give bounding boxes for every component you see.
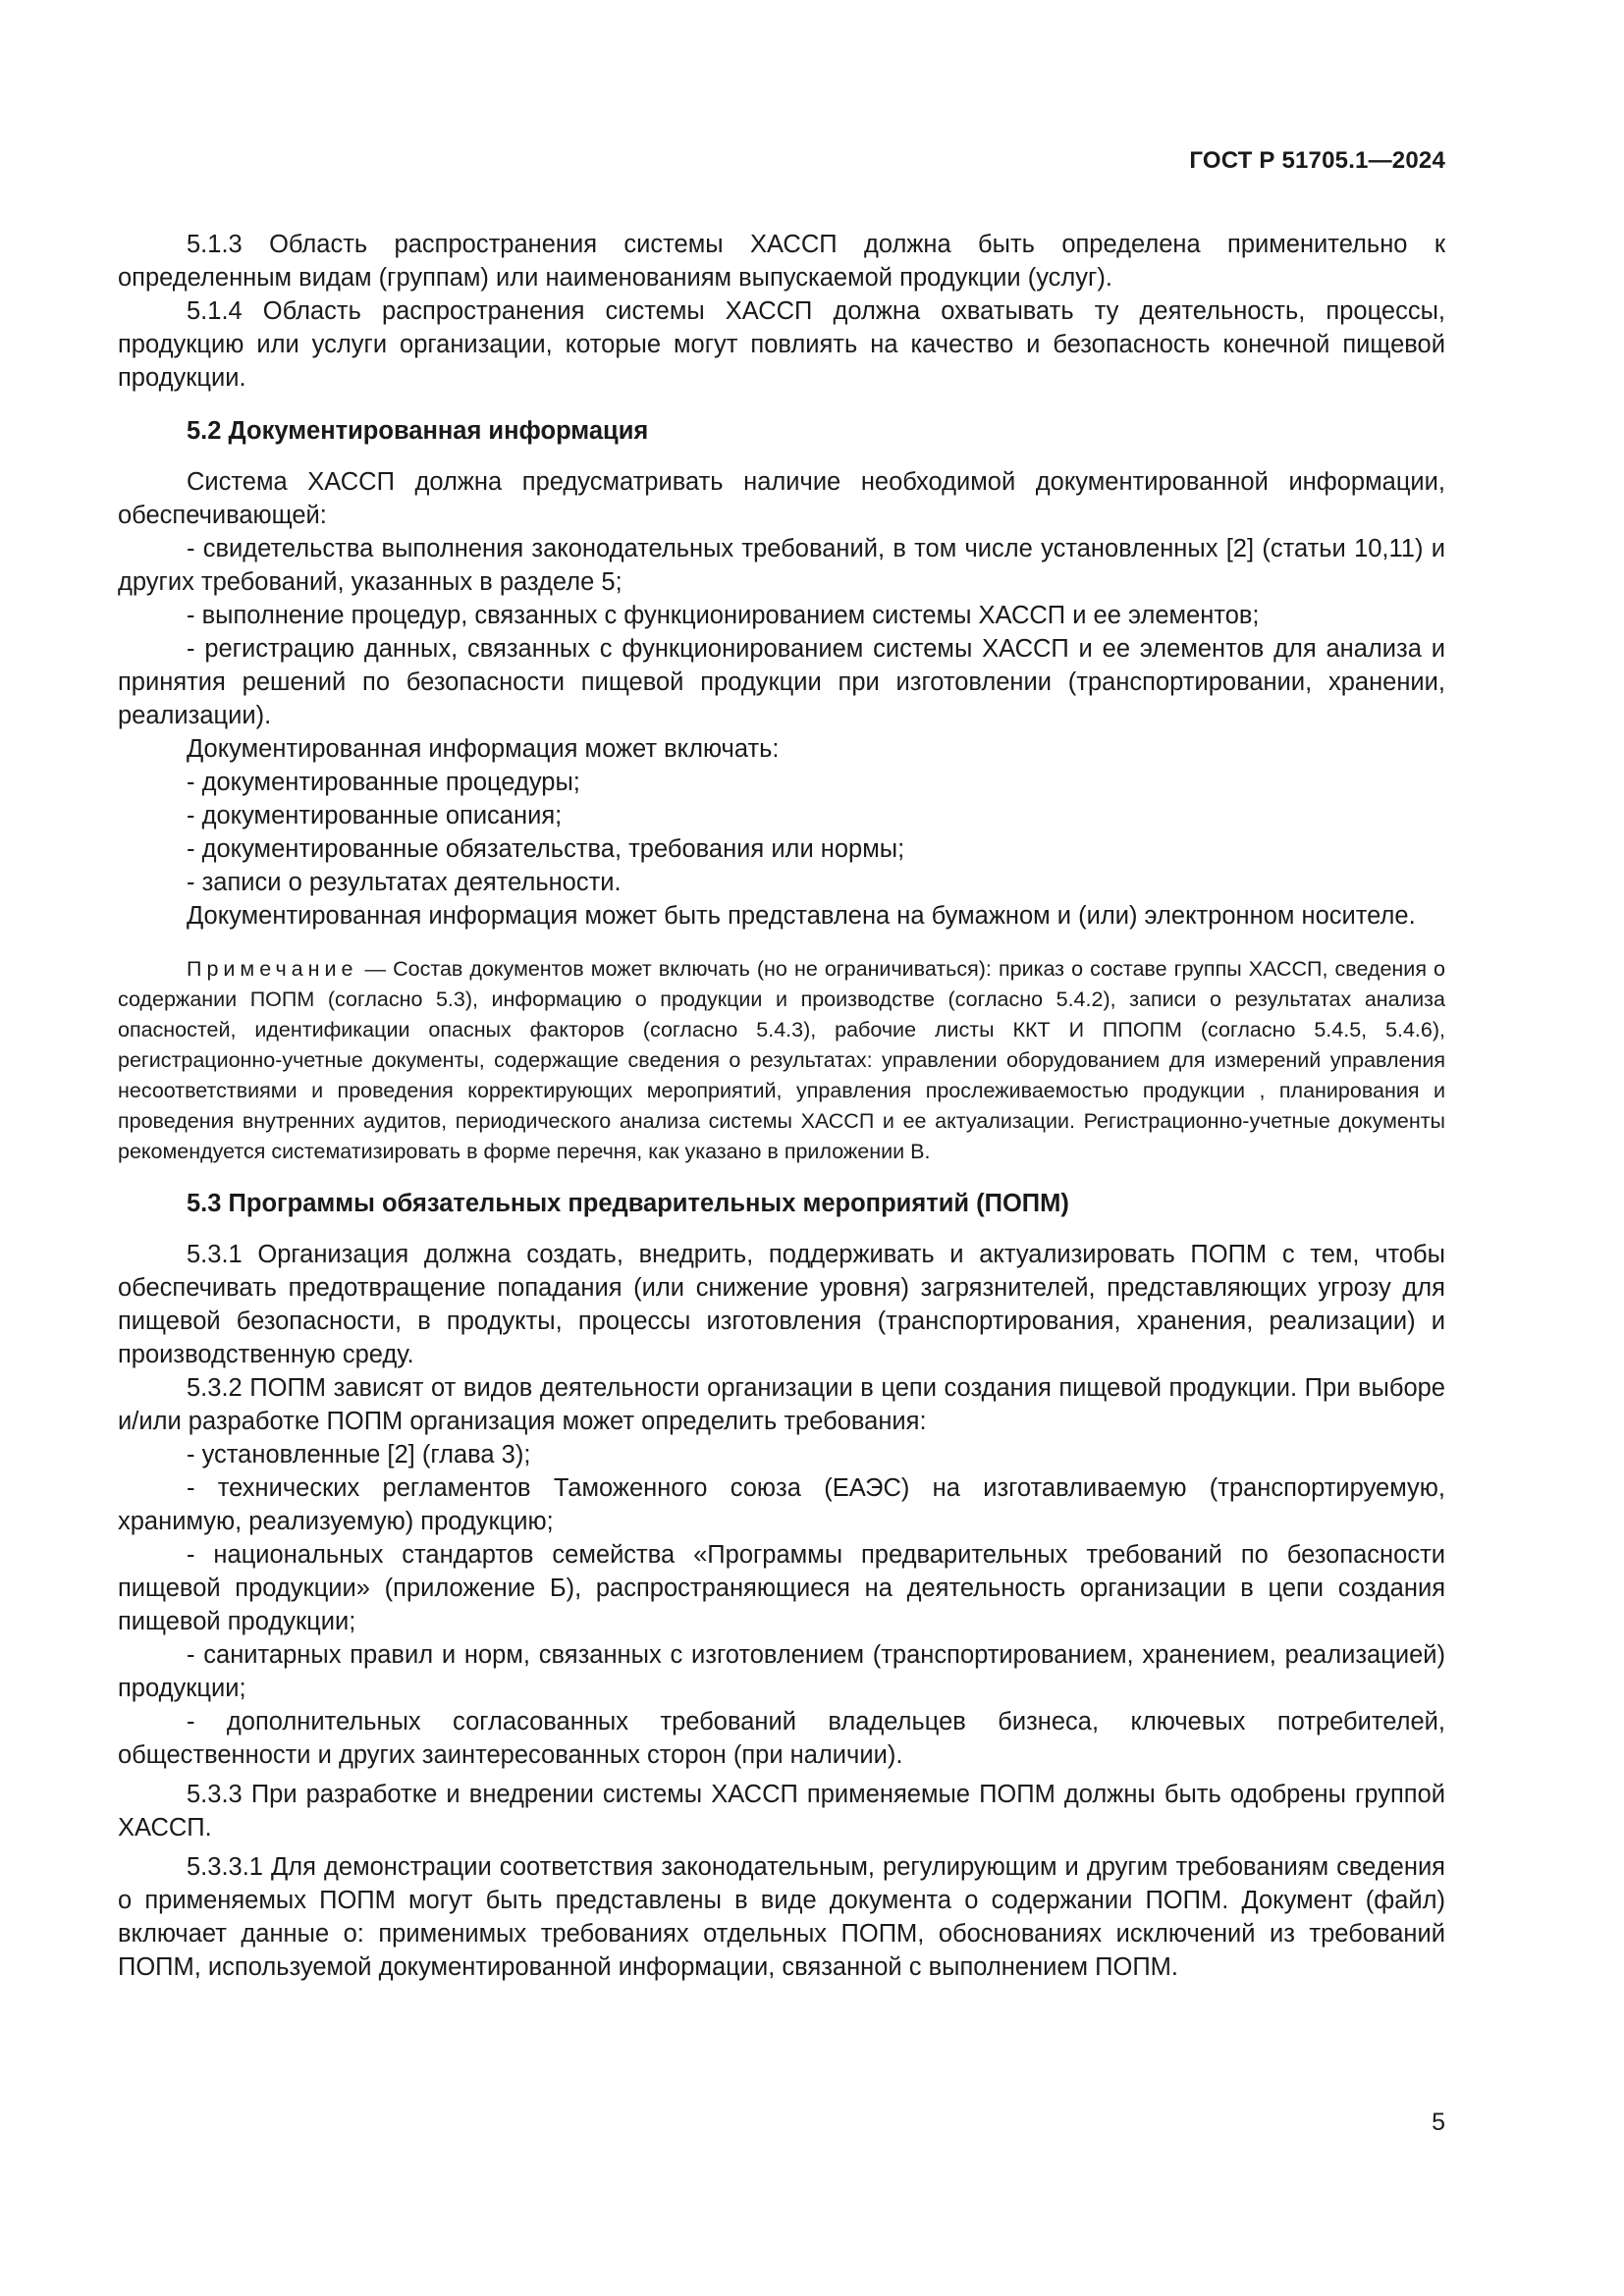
list-item: - технических регламентов Таможенного союза (ЕАЭС) на изготавливаемую (транспортируемую, хранимую, реализуемую) продукцию; (118, 1474, 1445, 1535)
section-heading-5-2: 5.2 Документированная информация (187, 417, 649, 445)
paragraph-5-1-3: 5.1.3 Область распространения системы ХАССП должна быть определена применительно к определенным видам (группам) или наименованиям выпускаемой продукции (услуг). (118, 231, 1445, 292)
list-item: - документированные процедуры; (187, 769, 580, 796)
paragraph-5-2-intro: Система ХАССП должна предусматривать наличие необходимой документированной информации, обеспечивающей: (118, 468, 1445, 529)
list-item: - санитарных правил и норм, связанных с изготовлением (транспортированием, хранением, реализацией) продукции; (118, 1641, 1445, 1702)
list-item: - записи о результатах деятельности. (187, 869, 622, 896)
paragraph-5-3-2: 5.3.2 ПОПМ зависят от видов деятельности организации в цепи создания пищевой продукции. При выборе и/или разработке ПОПМ организация может определить требования: (118, 1374, 1445, 1435)
paragraph-5-1-4: 5.1.4 Область распространения системы ХАССП должна охватывать ту деятельность, процессы, продукцию или услуги организации, которые могут повлиять на качество и безопасность конечной пищевой продукции. (118, 297, 1445, 392)
section-heading-5-3: 5.3 Программы обязательных предварительных мероприятий (ПОПМ) (187, 1190, 1069, 1217)
paragraph-5-3-1: 5.3.1 Организация должна создать, внедрить, поддерживать и актуализировать ПОПМ с тем, чтобы обеспечивать предотвращение попадания (или снижение уровня) загрязнителей, представляющих угрозу для пищевой безопасности, в продукты, процессы изготовления (транспортирования, хранения, реализации) и производственную среду. (118, 1241, 1445, 1368)
paragraph-5-3-3-1: 5.3.3.1 Для демонстрации соответствия законодательным, регулирующим и другим требованиям сведения о применяемых ПОПМ могут быть представлены в виде документа о содержании ПОПМ. Документ (файл) включает данные о: применимых требованиях отдельных ПОПМ, обоснованиях исключений из требований ПОПМ, используемой документированной информации, связанной с выполнением ПОПМ. (118, 1853, 1445, 1981)
list-item: - дополнительных согласованных требований владельцев бизнеса, ключевых потребителей, общественности и других заинтересованных сторон (при наличии). (118, 1708, 1445, 1769)
paragraph-5-3-3: 5.3.3 При разработке и внедрении системы ХАССП применяемые ПОПМ должны быть одобрены группой ХАССП. (118, 1781, 1445, 1842)
note-label: Примечание (187, 957, 358, 981)
list-item: - свидетельства выполнения законодательных требований, в том числе установленных [2] (статьи 10,11) и других требований, указанных в разделе 5; (118, 535, 1445, 596)
list-item: - выполнение процедур, связанных с функционированием системы ХАССП и ее элементов; (187, 602, 1260, 629)
list-item: - регистрацию данных, связанных с функционированием системы ХАССП и ее элементов для анализа и принятия решений по безопасности пищевой продукции при изготовлении (транспортировании, хранении, реализации). (118, 635, 1445, 729)
note-block (118, 954, 1445, 1167)
paragraph-5-2-media: Документированная информация может быть представлена на бумажном и (или) электронном носителе. (187, 902, 1416, 930)
list-item: - документированные обязательства, требования или нормы; (187, 835, 905, 863)
paragraph-5-2-may-include: Документированная информация может включать: (187, 735, 780, 763)
list-item: - документированные описания; (187, 802, 563, 829)
note-text: — Состав документов может включать (но не ограничиваться): приказ о составе группы ХАССП, сведения о содержании ПОПМ (согласно 5.3), информацию о продукции и производстве (согласно 5.4.2), записи о результатах анализа опасностей, идентификации опасных факторов (согласно 5.4.3), рабочие листы ККТ И ППОПМ (согласно 5.4.5, 5.4.6), регистрационно-учетные документы, содержащие сведения о результатах: управлении оборудованием для измерений управления несоответствиями и проведения корректирующих мероприятий, управления прослеживаемостью продукции , планирования и проведения внутренних аудитов, периодического анализа системы ХАССП и ее актуализации. Регистрационно-учетные документы рекомендуется систематизировать в форме перечня, как указано в приложении В. (118, 957, 1445, 1163)
document-body (118, 228, 1445, 1984)
page-number: 5 (1432, 2109, 1445, 2136)
document-code: ГОСТ Р 51705.1—2024 (1189, 147, 1445, 174)
list-item: - национальных стандартов семейства «Программы предварительных требований по безопасности пищевой продукции» (приложение Б), распространяющиеся на деятельность организации в цепи создания пищевой продукции; (118, 1541, 1445, 1635)
list-item: - установленные [2] (глава 3); (187, 1441, 531, 1468)
